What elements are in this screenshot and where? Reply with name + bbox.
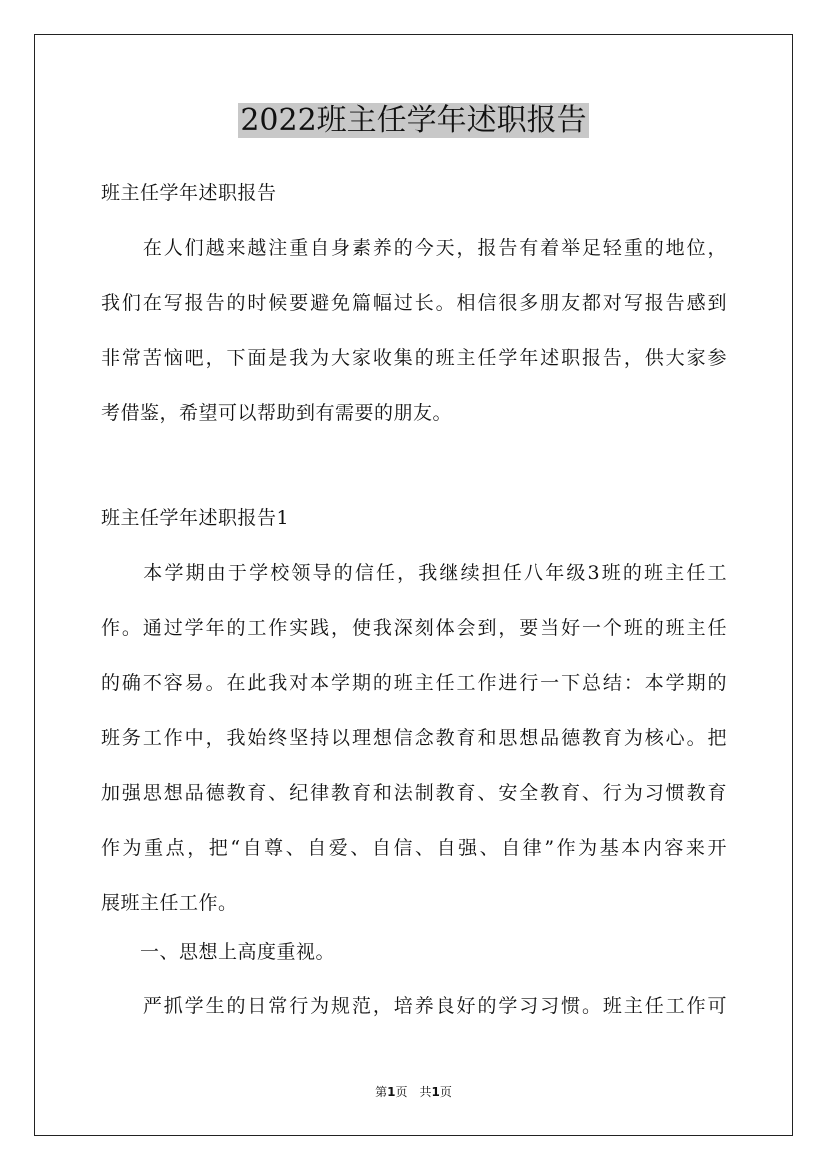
footer-mid: 页 共 [395, 1085, 432, 1099]
point-heading [101, 925, 727, 980]
text-line: 作为重点，把“自尊、自爱、自信、自强、自律”作为基本内容来开 [101, 837, 727, 859]
footer-page-number: 1 [387, 1085, 396, 1099]
point-heading-line: 一、思想上高度重视。 [101, 941, 336, 963]
body-paragraph [101, 546, 727, 931]
text-line: 本学期由于学校领导的信任，我继续担任八年级3班的班主任工 [101, 562, 727, 584]
subtitle [101, 166, 727, 221]
document-title-wrap [0, 100, 827, 142]
text-line: 班务工作中，我始终坚持以理想信念教育和思想品德教育为核心。把 [101, 727, 727, 749]
point-paragraph [101, 979, 727, 1034]
text-line: 我们在写报告的时候要避免篇幅过长。相信很多朋友都对写报告感到 [101, 292, 727, 314]
footer-suffix: 页 [439, 1085, 452, 1099]
footer-prefix: 第 [375, 1085, 388, 1099]
text-line: 作。通过学年的工作实践，使我深刻体会到，要当好一个班的班主任 [101, 617, 727, 639]
text-line: 考借鉴，希望可以帮助到有需要的朋友。 [101, 402, 453, 424]
footer-page-total: 1 [431, 1085, 440, 1099]
text-line: 在人们越来越注重自身素养的今天，报告有着举足轻重的地位， [101, 237, 727, 259]
section-heading [101, 491, 727, 546]
text-line: 的确不容易。在此我对本学期的班主任工作进行一下总结：本学期的 [101, 672, 727, 694]
document-title: 2022班主任学年述职报告 [240, 103, 587, 138]
intro-paragraph [101, 221, 727, 441]
text-line: 展班主任工作。 [101, 892, 238, 914]
text-line: 非常苦恼吧，下面是我为大家收集的班主任学年述职报告，供大家参 [101, 347, 727, 369]
text-line: 严抓学生的日常行为规范，培养良好的学习习惯。班主任工作可 [101, 995, 727, 1017]
subtitle-line: 班主任学年述职报告 [101, 182, 277, 204]
text-line: 加强思想品德教育、纪律教育和法制教育、安全教育、行为习惯教育 [101, 782, 727, 804]
page-footer [0, 1083, 827, 1100]
section-heading-line: 班主任学年述职报告1 [101, 507, 290, 529]
